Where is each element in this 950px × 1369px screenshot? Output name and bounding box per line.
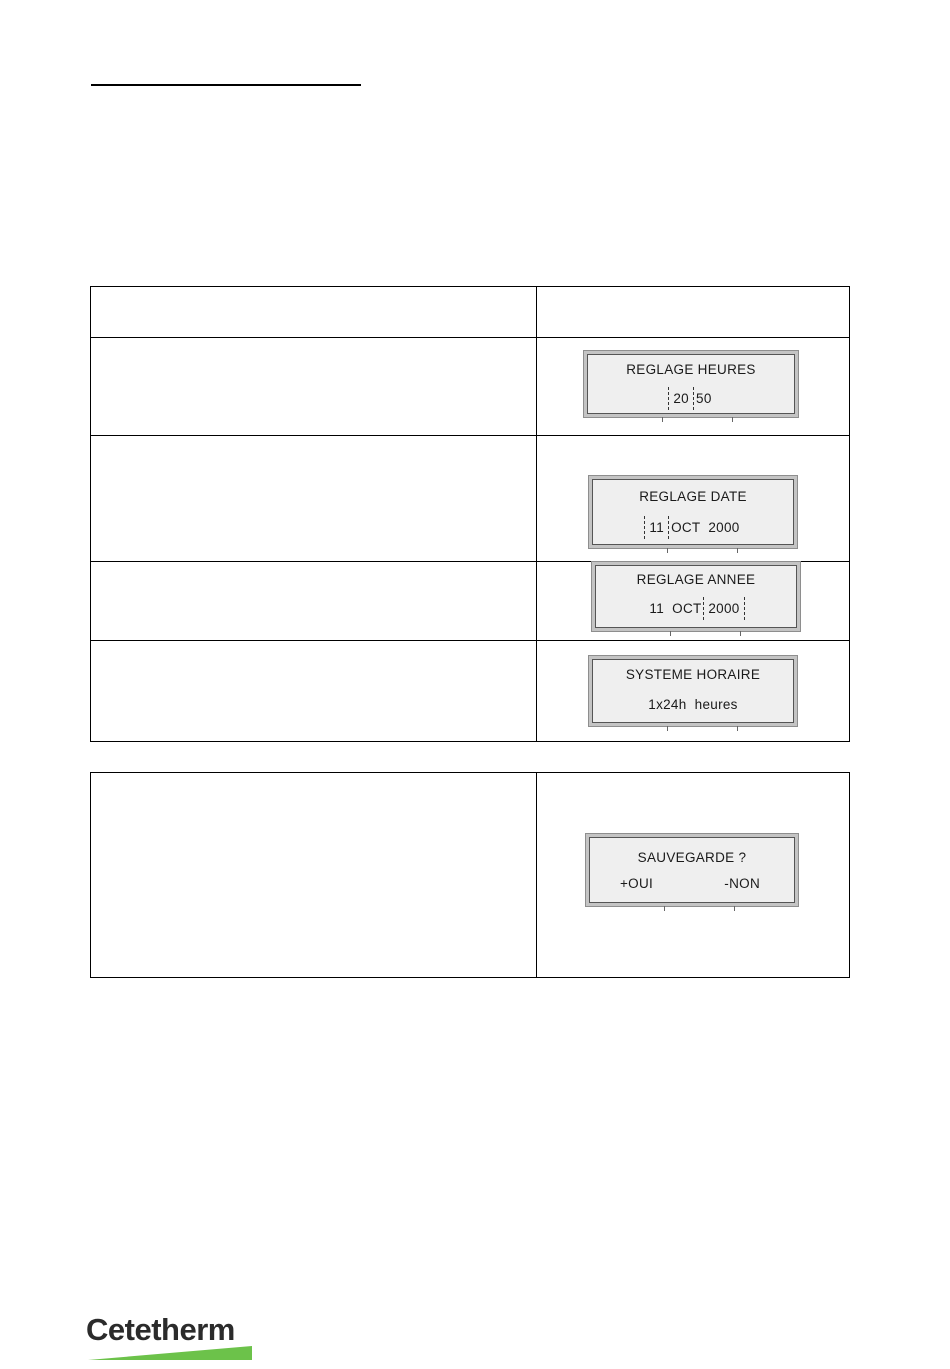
lcd-line-2 — [596, 601, 796, 616]
save-table — [90, 772, 850, 978]
lcd-line-1: REGLAGE DATE — [639, 489, 747, 504]
lcd-tick-mark — [737, 726, 738, 731]
lcd-tick-mark — [662, 417, 663, 422]
row-description-cell — [91, 562, 537, 641]
table-row — [91, 436, 850, 562]
lcd-line-1: SAUVEGARDE ? — [637, 850, 747, 865]
row-description-cell — [91, 641, 537, 742]
lcd-tick-mark — [667, 726, 668, 731]
lcd-line-1: REGLAGE ANNEE — [636, 572, 756, 587]
lcd-line-2 — [593, 520, 793, 535]
lcd-tick-mark — [664, 906, 665, 911]
row-description-cell — [91, 338, 537, 436]
blinking-value: 2000 — [705, 601, 742, 616]
lcd-text: 50 — [691, 391, 712, 406]
row-display-cell — [537, 562, 850, 641]
lcd-display-date — [592, 479, 794, 545]
brand-logo-wordmark: Cetetherm — [86, 1312, 235, 1347]
no-option: -NON — [724, 876, 760, 891]
lcd-display-year — [595, 565, 797, 628]
brand-logo — [86, 1312, 252, 1362]
lcd-tick-mark — [732, 417, 733, 422]
settings-table — [90, 286, 850, 742]
lcd-display-time-system — [592, 659, 794, 723]
row-display-cell — [537, 436, 850, 562]
lcd-tick-mark — [670, 631, 671, 636]
header-cell-display — [537, 287, 850, 338]
lcd-tick-mark — [667, 548, 668, 553]
table-row — [91, 773, 850, 978]
section-title-underline — [91, 84, 361, 86]
table-header-row — [91, 287, 850, 338]
lcd-line-1: SYSTEME HORAIRE — [625, 667, 761, 682]
lcd-tick-mark — [737, 548, 738, 553]
table-row — [91, 562, 850, 641]
lcd-display-hours — [587, 354, 795, 414]
yes-option: +OUI — [620, 876, 654, 891]
table-row — [91, 338, 850, 436]
row-display-cell — [537, 641, 850, 742]
lcd-line-2: 1x24h heures — [648, 697, 738, 712]
lcd-tick-mark — [740, 631, 741, 636]
row-display-cell — [537, 773, 850, 978]
lcd-tick-mark — [734, 906, 735, 911]
lcd-text: OCT 2000 — [667, 520, 740, 535]
table-row — [91, 641, 850, 742]
row-display-cell — [537, 338, 850, 436]
lcd-line-1: REGLAGE HEURES — [626, 362, 756, 377]
brand-logo-swoosh — [88, 1346, 252, 1360]
row-description-cell — [91, 773, 537, 978]
lcd-line-2 — [590, 876, 794, 891]
blinking-value: 20 — [670, 391, 692, 406]
lcd-line-2 — [588, 391, 794, 406]
lcd-text: 11 OCT — [649, 601, 706, 616]
blinking-value: 11 — [646, 520, 667, 535]
lcd-display-save — [589, 837, 795, 903]
row-description-cell — [91, 436, 537, 562]
header-cell-description — [91, 287, 537, 338]
